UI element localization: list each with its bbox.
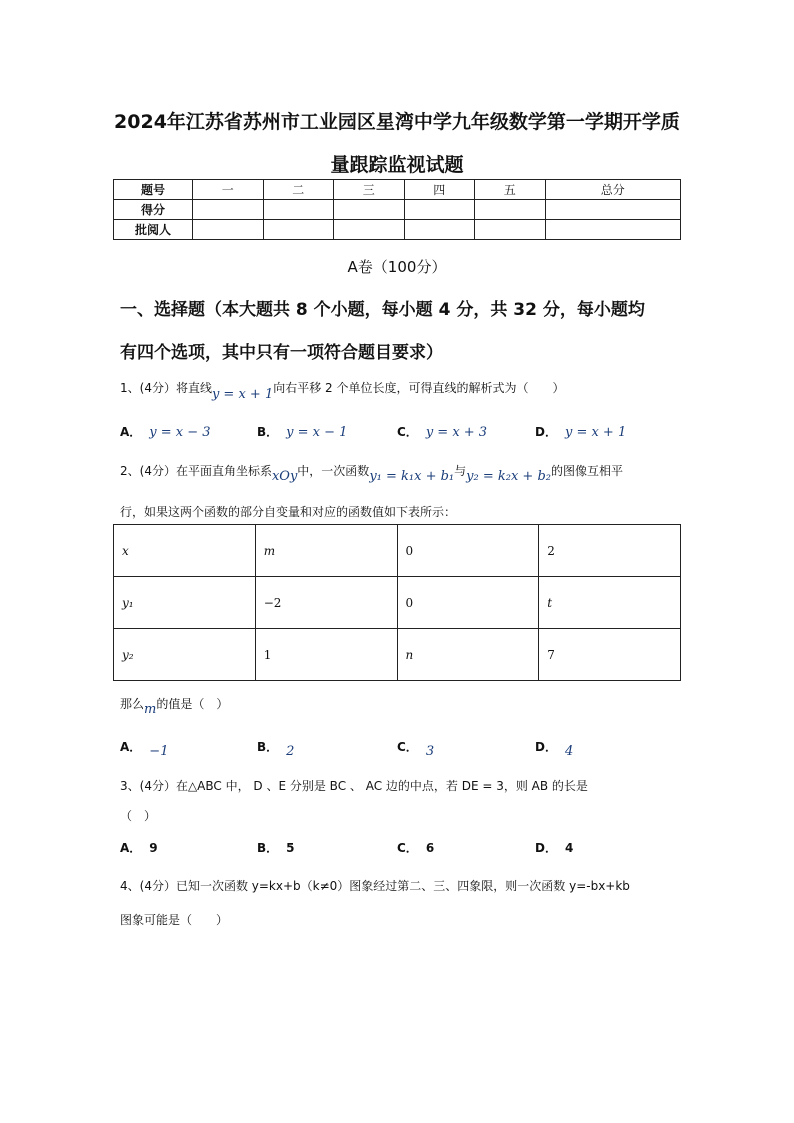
table-cell: n <box>397 629 539 681</box>
score-row-label: 得分 <box>114 200 193 220</box>
score-row <box>114 200 681 220</box>
q1-option-c[interactable] <box>397 423 487 440</box>
question-1 <box>120 379 565 402</box>
q2-text: 与 <box>454 464 467 478</box>
table-cell: 0 <box>397 577 539 629</box>
q3-option-b[interactable] <box>257 839 303 856</box>
reviewer-cell <box>263 220 334 240</box>
option-value: 6 <box>425 841 435 855</box>
option-value: 4 <box>564 841 574 855</box>
score-header-cell: 二 <box>263 180 334 200</box>
option-label: A． <box>120 841 142 855</box>
option-value: 2 <box>286 744 295 759</box>
score-header-cell: 一 <box>193 180 264 200</box>
reviewer-cell <box>545 220 681 240</box>
table-cell: 1 <box>255 629 397 681</box>
q1-option-a[interactable] <box>120 423 211 440</box>
reviewer-cell <box>404 220 475 240</box>
q2-option-d[interactable] <box>535 738 574 759</box>
table-cell: y₂ <box>114 629 256 681</box>
score-cell <box>475 200 546 220</box>
option-value: 5 <box>286 841 295 855</box>
q2-xoy: xOy <box>271 469 298 484</box>
table-cell: m <box>255 525 397 577</box>
q2-text: 的图像互相平 <box>550 464 623 478</box>
q2-after-suffix: 的值是（ ） <box>156 697 229 711</box>
q3-option-d[interactable] <box>535 839 581 856</box>
question-2-prompt <box>120 695 229 717</box>
reviewer-cell <box>193 220 264 240</box>
section-heading-line1: 一、选择题（本大题共 8 个小题，每小题 4 分，共 32 分，每小题均 <box>120 300 645 320</box>
option-value: 4 <box>564 744 574 759</box>
table-cell: 2 <box>539 525 681 577</box>
question-3-line1: 3、(4分）在△ABC 中， D 、E 分别是 BC 、 AC 边的中点，若 DE = 3，则 AB 的长是 <box>120 779 588 793</box>
option-label: D． <box>535 425 557 439</box>
option-label: B． <box>257 425 279 439</box>
score-cell <box>404 200 475 220</box>
table-cell: x <box>114 525 256 577</box>
table-row <box>114 577 681 629</box>
option-value: 3 <box>425 744 435 759</box>
score-cell <box>334 200 405 220</box>
q1-option-d[interactable] <box>535 423 626 440</box>
q2-function-1: y₁ = k₁x + b₁ <box>369 469 455 484</box>
score-header-cell: 四 <box>404 180 475 200</box>
q3-option-c[interactable] <box>397 839 442 856</box>
table-cell: −2 <box>255 577 397 629</box>
option-value: 9 <box>149 841 158 855</box>
score-header-cell: 三 <box>334 180 405 200</box>
q1-expression: y = x + 1 <box>211 387 274 402</box>
score-header-cell: 总分 <box>545 180 681 200</box>
q2-after-var: m <box>144 702 157 717</box>
table-cell: 7 <box>539 629 681 681</box>
option-value: y = x + 1 <box>564 425 627 440</box>
option-value: y = x − 3 <box>149 425 211 440</box>
option-label: A． <box>120 425 142 439</box>
option-label: D． <box>535 740 557 754</box>
table-row <box>114 525 681 577</box>
table-row <box>114 629 681 681</box>
option-label: D． <box>535 841 557 855</box>
function-values-table <box>113 524 681 681</box>
q2-text: 中，一次函数 <box>297 464 370 478</box>
question-4-line2: 图象可能是（ ） <box>120 913 229 927</box>
score-header-cell: 五 <box>475 180 546 200</box>
q2-option-a[interactable] <box>120 738 169 759</box>
table-cell: 0 <box>397 525 539 577</box>
option-value: y = x + 3 <box>425 425 488 440</box>
option-label: C． <box>397 841 418 855</box>
section-heading-line2: 有四个选项，其中只有一项符合题目要求） <box>120 343 443 363</box>
option-label: B． <box>257 740 279 754</box>
q1-option-b[interactable] <box>257 423 347 440</box>
doc-title-line2: 量跟踪监视试题 <box>330 154 464 176</box>
score-table-header-row <box>114 180 681 200</box>
option-value: y = x − 1 <box>286 425 348 440</box>
option-label: C． <box>397 740 418 754</box>
option-label: C． <box>397 425 418 439</box>
question-2-line1 <box>120 462 623 484</box>
reviewer-row <box>114 220 681 240</box>
q2-function-2: y₂ = k₂x + b₂ <box>466 469 551 484</box>
reviewer-row-label: 批阅人 <box>114 220 193 240</box>
table-cell: t <box>539 577 681 629</box>
score-cell <box>545 200 681 220</box>
option-label: A． <box>120 740 142 754</box>
question-3-line2: （ ） <box>120 809 157 823</box>
section-label: A卷（100分） <box>347 258 447 276</box>
doc-title-line1: 2024年江苏省苏州市工业园区星湾中学九年级数学第一学期开学质 <box>114 111 680 133</box>
question-2-line2: 行，如果这两个函数的部分自变量和对应的函数值如下表所示： <box>120 505 457 519</box>
q2-option-b[interactable] <box>257 738 295 759</box>
q1-prefix: 1、(4分）将直线 <box>120 381 212 395</box>
reviewer-cell <box>475 220 546 240</box>
score-cell <box>193 200 264 220</box>
option-value: −1 <box>149 744 169 759</box>
reviewer-cell <box>334 220 405 240</box>
score-cell <box>263 200 334 220</box>
table-cell: y₁ <box>114 577 256 629</box>
question-4-line1: 4、(4分）已知一次函数 y=kx+b（k≠0）图象经过第二、三、四象限，则一次函数 y=-bx+kb <box>120 879 630 893</box>
q2-text: 2、(4分）在平面直角坐标系 <box>120 464 272 478</box>
q3-option-a[interactable] <box>120 839 166 856</box>
q2-after-prefix: 那么 <box>120 697 145 711</box>
option-label: B． <box>257 841 279 855</box>
score-table <box>113 179 681 240</box>
q2-option-c[interactable] <box>397 738 435 759</box>
q1-suffix: 向右平移 2 个单位长度，可得直线的解析式为（ ） <box>273 381 565 395</box>
score-header-cell: 题号 <box>114 180 193 200</box>
